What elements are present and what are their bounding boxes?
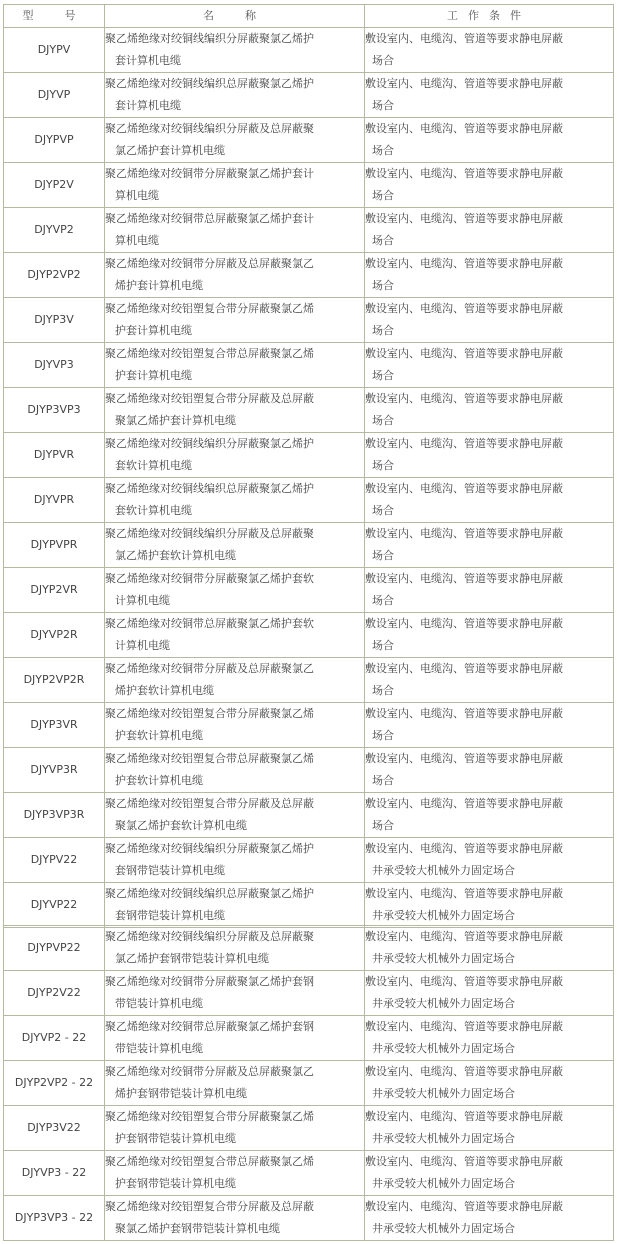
cell-name (105, 1106, 365, 1151)
cell-name (105, 28, 365, 73)
cell-model: DJYP3V (4, 298, 105, 343)
condition-line: 场合 (372, 639, 394, 652)
cell-name (105, 793, 365, 838)
table-row (4, 883, 614, 928)
table-row (4, 163, 614, 208)
cell-name (105, 478, 365, 523)
cell-condition (365, 926, 614, 971)
cell-name (105, 568, 365, 613)
name-line: 聚乙烯绝缘对绞铝塑复合带分屏蔽聚氯乙烯 (105, 707, 314, 720)
condition-line: 场合 (372, 54, 394, 67)
cell-model: DJYVP3R (4, 748, 105, 793)
condition-line: 井承受较大机械外力固定场合 (372, 1042, 515, 1055)
condition-line: 井承受较大机械外力固定场合 (372, 952, 515, 965)
condition-line: 敷设室内、电缆沟、管道等要求静电屏蔽 (365, 662, 563, 675)
table-row (4, 478, 614, 523)
name-line: 护套钢带铠装计算机电缆 (115, 1177, 236, 1190)
name-line: 聚乙烯绝缘对绞铜带分屏蔽聚氯乙烯护套计 (105, 167, 314, 180)
condition-line: 敷设室内、电缆沟、管道等要求静电屏蔽 (365, 1065, 563, 1078)
cell-condition (365, 1151, 614, 1196)
condition-line: 场合 (372, 279, 394, 292)
table-row (4, 1196, 614, 1241)
condition-line: 敷设室内、电缆沟、管道等要求静电屏蔽 (365, 212, 563, 225)
condition-line: 场合 (372, 324, 394, 337)
name-line: 聚氯乙烯护套钢带铠装计算机电缆 (115, 1222, 280, 1235)
condition-line: 井承受较大机械外力固定场合 (372, 909, 515, 922)
table-header-row (4, 5, 614, 28)
cell-condition (365, 613, 614, 658)
name-line: 带铠装计算机电缆 (115, 1042, 203, 1055)
condition-line: 敷设室内、电缆沟、管道等要求静电屏蔽 (365, 257, 563, 270)
name-line: 聚乙烯绝缘对绞铝塑复合带分屏蔽及总屏蔽 (105, 1200, 314, 1213)
table-row (4, 793, 614, 838)
cell-name (105, 1151, 365, 1196)
condition-line: 敷设室内、电缆沟、管道等要求静电屏蔽 (365, 930, 563, 943)
name-line: 聚乙烯绝缘对绞铜线编织分屏蔽聚氯乙烯护 (105, 32, 314, 45)
cell-condition (365, 28, 614, 73)
cell-name (105, 1061, 365, 1106)
cell-model: DJYPV (4, 28, 105, 73)
condition-line: 场合 (372, 369, 394, 382)
condition-line: 场合 (372, 459, 394, 472)
condition-line: 井承受较大机械外力固定场合 (372, 997, 515, 1010)
condition-line: 敷设室内、电缆沟、管道等要求静电屏蔽 (365, 302, 563, 315)
name-line: 聚乙烯绝缘对绞铜线编织分屏蔽及总屏蔽聚 (105, 930, 314, 943)
name-line: 聚乙烯绝缘对绞铜带分屏蔽及总屏蔽聚氯乙 (105, 1065, 314, 1078)
cell-model: DJYVP (4, 73, 105, 118)
condition-line: 井承受较大机械外力固定场合 (372, 1222, 515, 1235)
cell-model: DJYPVP22 (4, 926, 105, 971)
cell-name (105, 118, 365, 163)
table-row (4, 433, 614, 478)
cell-model: DJYPV22 (4, 838, 105, 883)
cell-condition (365, 163, 614, 208)
condition-line: 场合 (372, 234, 394, 247)
cell-name (105, 523, 365, 568)
name-line: 聚乙烯绝缘对绞铜线编织分屏蔽聚氯乙烯护 (105, 437, 314, 450)
condition-line: 敷设室内、电缆沟、管道等要求静电屏蔽 (365, 482, 563, 495)
name-line: 聚乙烯绝缘对绞铜线编织分屏蔽及总屏蔽聚 (105, 122, 314, 135)
cell-name (105, 1196, 365, 1241)
cell-model: DJYVP3 - 22 (4, 1151, 105, 1196)
name-line: 氯乙烯护套软计算机电缆 (115, 549, 236, 562)
column-header-condition: 工作条件 (365, 5, 614, 28)
name-line: 聚乙烯绝缘对绞铝塑复合带总屏蔽聚氯乙烯 (105, 1155, 314, 1168)
table-row (4, 1061, 614, 1106)
cell-condition (365, 523, 614, 568)
cell-name (105, 253, 365, 298)
table-row (4, 208, 614, 253)
name-line: 聚乙烯绝缘对绞铝塑复合带分屏蔽聚氯乙烯 (105, 302, 314, 315)
name-line: 聚乙烯绝缘对绞铜线编织总屏蔽聚氯乙烯护 (105, 77, 314, 90)
condition-line: 敷设室内、电缆沟、管道等要求静电屏蔽 (365, 1200, 563, 1213)
table-row (4, 926, 614, 971)
condition-line: 敷设室内、电缆沟、管道等要求静电屏蔽 (365, 752, 563, 765)
cell-name (105, 343, 365, 388)
cable-spec-table-continued (3, 925, 614, 1241)
condition-line: 井承受较大机械外力固定场合 (372, 864, 515, 877)
cell-model: DJYVP22 (4, 883, 105, 928)
condition-line: 敷设室内、电缆沟、管道等要求静电屏蔽 (365, 167, 563, 180)
condition-line: 敷设室内、电缆沟、管道等要求静电屏蔽 (365, 347, 563, 360)
name-line: 护套软计算机电缆 (115, 774, 203, 787)
cell-name (105, 1016, 365, 1061)
cell-model: DJYPVR (4, 433, 105, 478)
condition-line: 敷设室内、电缆沟、管道等要求静电屏蔽 (365, 797, 563, 810)
cell-condition (365, 1061, 614, 1106)
table-row (4, 658, 614, 703)
condition-line: 敷设室内、电缆沟、管道等要求静电屏蔽 (365, 572, 563, 585)
condition-line: 场合 (372, 414, 394, 427)
cell-model: DJYPVPR (4, 523, 105, 568)
condition-line: 井承受较大机械外力固定场合 (372, 1132, 515, 1145)
cell-condition (365, 838, 614, 883)
name-line: 聚乙烯绝缘对绞铝塑复合带分屏蔽及总屏蔽 (105, 797, 314, 810)
cell-name (105, 163, 365, 208)
table-row (4, 568, 614, 613)
condition-line: 敷设室内、电缆沟、管道等要求静电屏蔽 (365, 1020, 563, 1033)
name-line: 聚乙烯绝缘对绞铜带总屏蔽聚氯乙烯护套钢 (105, 1020, 314, 1033)
name-line: 套计算机电缆 (115, 54, 181, 67)
table-row (4, 748, 614, 793)
condition-line: 敷设室内、电缆沟、管道等要求静电屏蔽 (365, 842, 563, 855)
cell-condition (365, 118, 614, 163)
cell-model: DJYP2VP2 (4, 253, 105, 298)
name-line: 护套计算机电缆 (115, 369, 192, 382)
name-line: 套软计算机电缆 (115, 459, 192, 472)
condition-line: 场合 (372, 144, 394, 157)
cell-name (105, 613, 365, 658)
name-line: 套钢带铠装计算机电缆 (115, 909, 225, 922)
cell-model: DJYP3VP3 (4, 388, 105, 433)
condition-line: 敷设室内、电缆沟、管道等要求静电屏蔽 (365, 617, 563, 630)
cell-name (105, 73, 365, 118)
cell-model: DJYPVP (4, 118, 105, 163)
cell-name (105, 748, 365, 793)
condition-line: 场合 (372, 189, 394, 202)
cell-model: DJYP2VP2 - 22 (4, 1061, 105, 1106)
condition-line: 敷设室内、电缆沟、管道等要求静电屏蔽 (365, 392, 563, 405)
cell-model: DJYP2V (4, 163, 105, 208)
condition-line: 敷设室内、电缆沟、管道等要求静电屏蔽 (365, 1155, 563, 1168)
name-line: 烯护套钢带铠装计算机电缆 (115, 1087, 247, 1100)
condition-line: 敷设室内、电缆沟、管道等要求静电屏蔽 (365, 975, 563, 988)
condition-line: 井承受较大机械外力固定场合 (372, 1177, 515, 1190)
name-line: 计算机电缆 (115, 594, 170, 607)
condition-line: 敷设室内、电缆沟、管道等要求静电屏蔽 (365, 32, 563, 45)
condition-line: 敷设室内、电缆沟、管道等要求静电屏蔽 (365, 887, 563, 900)
table-row (4, 613, 614, 658)
cell-name (105, 971, 365, 1016)
cell-condition (365, 1196, 614, 1241)
name-line: 算机电缆 (115, 189, 159, 202)
name-line: 套计算机电缆 (115, 99, 181, 112)
name-line: 聚乙烯绝缘对绞铜带分屏蔽及总屏蔽聚氯乙 (105, 257, 314, 270)
cell-condition (365, 298, 614, 343)
cell-condition (365, 1016, 614, 1061)
name-line: 聚乙烯绝缘对绞铜带分屏蔽及总屏蔽聚氯乙 (105, 662, 314, 675)
name-line: 计算机电缆 (115, 639, 170, 652)
table-row (4, 343, 614, 388)
cell-name (105, 208, 365, 253)
name-line: 聚乙烯绝缘对绞铜线编织分屏蔽聚氯乙烯护 (105, 842, 314, 855)
cell-model: DJYVP2R (4, 613, 105, 658)
name-line: 聚氯乙烯护套软计算机电缆 (115, 819, 247, 832)
cell-name (105, 433, 365, 478)
cell-condition (365, 433, 614, 478)
table-row (4, 298, 614, 343)
name-line: 聚乙烯绝缘对绞铝塑复合带总屏蔽聚氯乙烯 (105, 347, 314, 360)
cell-name (105, 298, 365, 343)
condition-line: 敷设室内、电缆沟、管道等要求静电屏蔽 (365, 527, 563, 540)
name-line: 聚乙烯绝缘对绞铝塑复合带总屏蔽聚氯乙烯 (105, 752, 314, 765)
cell-model: DJYVP2 - 22 (4, 1016, 105, 1061)
name-line: 烯护套计算机电缆 (115, 279, 203, 292)
name-line: 护套软计算机电缆 (115, 729, 203, 742)
cell-condition (365, 388, 614, 433)
condition-line: 场合 (372, 594, 394, 607)
table-row (4, 118, 614, 163)
name-line: 聚乙烯绝缘对绞铝塑复合带分屏蔽聚氯乙烯 (105, 1110, 314, 1123)
cell-name (105, 883, 365, 928)
name-line: 烯护套软计算机电缆 (115, 684, 214, 697)
name-line: 护套计算机电缆 (115, 324, 192, 337)
cell-condition (365, 658, 614, 703)
condition-line: 敷设室内、电缆沟、管道等要求静电屏蔽 (365, 437, 563, 450)
cell-condition (365, 883, 614, 928)
table-row (4, 1016, 614, 1061)
name-line: 带铠装计算机电缆 (115, 997, 203, 1010)
cell-model: DJYP3V22 (4, 1106, 105, 1151)
name-line: 聚乙烯绝缘对绞铜带分屏蔽聚氯乙烯护套软 (105, 572, 314, 585)
table-row (4, 703, 614, 748)
cell-condition (365, 971, 614, 1016)
table-row (4, 971, 614, 1016)
table-row (4, 838, 614, 883)
name-line: 聚乙烯绝缘对绞铜带分屏蔽聚氯乙烯护套钢 (105, 975, 314, 988)
cell-condition (365, 478, 614, 523)
cell-model: DJYVP2 (4, 208, 105, 253)
condition-line: 场合 (372, 549, 394, 562)
cell-name (105, 658, 365, 703)
name-line: 套钢带铠装计算机电缆 (115, 864, 225, 877)
cell-condition (365, 1106, 614, 1151)
name-line: 聚氯乙烯护套计算机电缆 (115, 414, 236, 427)
name-line: 套软计算机电缆 (115, 504, 192, 517)
condition-line: 敷设室内、电缆沟、管道等要求静电屏蔽 (365, 707, 563, 720)
cell-condition (365, 568, 614, 613)
condition-line: 敷设室内、电缆沟、管道等要求静电屏蔽 (365, 77, 563, 90)
table-row (4, 1151, 614, 1196)
condition-line: 井承受较大机械外力固定场合 (372, 1087, 515, 1100)
cell-model: DJYP3VP3 - 22 (4, 1196, 105, 1241)
cell-model: DJYP2VP2R (4, 658, 105, 703)
cell-name (105, 838, 365, 883)
cell-condition (365, 793, 614, 838)
condition-line: 场合 (372, 684, 394, 697)
cell-condition (365, 208, 614, 253)
column-header-name: 名 称 (105, 5, 365, 28)
cell-name (105, 926, 365, 971)
cell-condition (365, 73, 614, 118)
table-row (4, 28, 614, 73)
cell-condition (365, 343, 614, 388)
cell-model: DJYP2VR (4, 568, 105, 613)
cell-name (105, 388, 365, 433)
name-line: 算机电缆 (115, 234, 159, 247)
name-line: 聚乙烯绝缘对绞铜线编织总屏蔽聚氯乙烯护 (105, 887, 314, 900)
cell-model: DJYP2V22 (4, 971, 105, 1016)
condition-line: 场合 (372, 99, 394, 112)
column-header-model: 型 号 (4, 5, 105, 28)
table-row (4, 523, 614, 568)
name-line: 聚乙烯绝缘对绞铜线编织分屏蔽及总屏蔽聚 (105, 527, 314, 540)
cell-condition (365, 703, 614, 748)
condition-line: 敷设室内、电缆沟、管道等要求静电屏蔽 (365, 122, 563, 135)
condition-line: 场合 (372, 774, 394, 787)
table-row (4, 388, 614, 433)
table-row (4, 73, 614, 118)
name-line: 聚乙烯绝缘对绞铜线编织总屏蔽聚氯乙烯护 (105, 482, 314, 495)
cell-model: DJYP3VR (4, 703, 105, 748)
name-line: 护套钢带铠装计算机电缆 (115, 1132, 236, 1145)
condition-line: 场合 (372, 504, 394, 517)
table-row (4, 253, 614, 298)
name-line: 氯乙烯护套计算机电缆 (115, 144, 225, 157)
condition-line: 敷设室内、电缆沟、管道等要求静电屏蔽 (365, 1110, 563, 1123)
name-line: 聚乙烯绝缘对绞铝塑复合带分屏蔽及总屏蔽 (105, 392, 314, 405)
cell-condition (365, 253, 614, 298)
cable-spec-table (3, 4, 614, 928)
condition-line: 场合 (372, 729, 394, 742)
name-line: 聚乙烯绝缘对绞铜带总屏蔽聚氯乙烯护套计 (105, 212, 314, 225)
table-row (4, 1106, 614, 1151)
cell-name (105, 703, 365, 748)
name-line: 氯乙烯护套钢带铠装计算机电缆 (115, 952, 269, 965)
cell-model: DJYP3VP3R (4, 793, 105, 838)
condition-line: 场合 (372, 819, 394, 832)
cell-model: DJYVPR (4, 478, 105, 523)
cell-condition (365, 748, 614, 793)
name-line: 聚乙烯绝缘对绞铜带总屏蔽聚氯乙烯护套软 (105, 617, 314, 630)
cell-model: DJYVP3 (4, 343, 105, 388)
